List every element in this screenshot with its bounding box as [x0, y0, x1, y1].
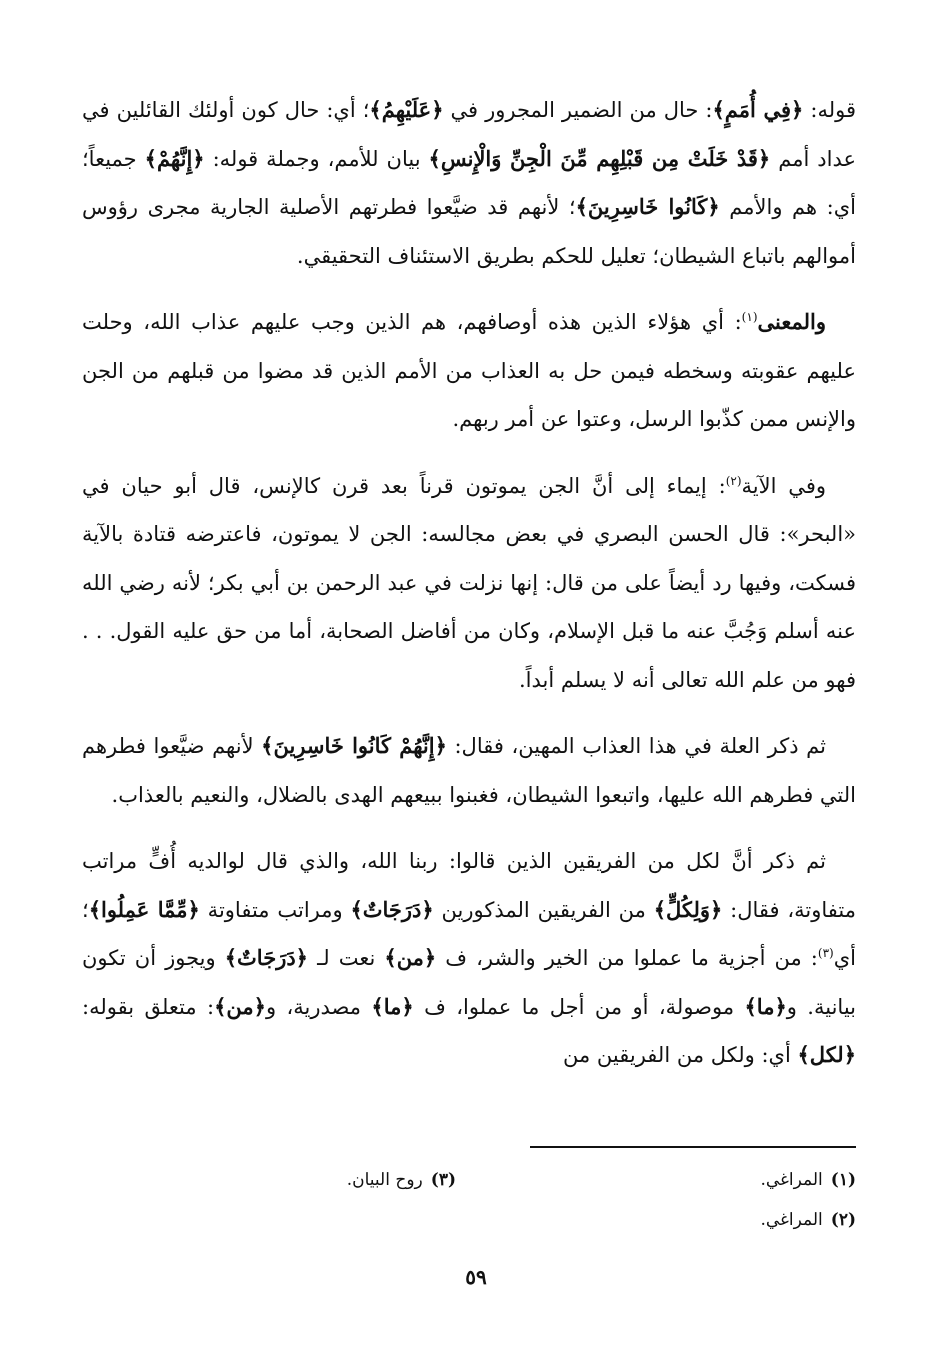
text-segment: جميعاً؛ أي: هم والأمم [82, 146, 856, 219]
text-segment: ومراتب متفاوتة [199, 897, 351, 922]
paragraph-p5 [82, 837, 856, 1080]
footnote-3 [347, 1168, 456, 1192]
quran-quote: ﴿قَدْ خَلَتْ مِن قَبْلِهِم مِّنَ الْجِنِّ وَالْإِنسِ﴾ [428, 145, 771, 171]
text-segment: أي: ولكل من الفريقين من [563, 1043, 798, 1067]
quran-quote: ﴿ما﴾ [371, 993, 414, 1019]
text-segment: : إيماء إلى أنَّ الجن يموتون قرناً بعد قرن كالإنس، قال أبو حيان في «البحر»: قال الحسن البصري في بعض مجالسه: الجن لا يموتون، فاعترضه قتادة بالآية فسكت، وفيها رد أيضاً على من قال: إنها نزلت في عبد الرحمن بن أبي بكر؛ لأنه رضي الله عنه أسلم وَجُبَّ عنه ما قبل الإسلام، وكان من أفاضل الصحابة، أما من حق عليه القول. . . فهو من علم الله تعالى أنه لا يسلم أبداً. [82, 473, 856, 692]
text-segment: وفي الآية [741, 473, 826, 498]
footnote-1-number: (١) [830, 1170, 856, 1190]
page-number: ٥٩ [465, 1265, 487, 1289]
paragraph-p3 [82, 462, 856, 705]
paragraph-p1 [82, 86, 856, 280]
footnote-marker: (٣) [817, 946, 834, 960]
quran-quote: ﴿عَلَيْهِمُ﴾ [369, 97, 444, 122]
footnote-2-number: (٢) [830, 1210, 856, 1230]
bold-term: والمعنى [757, 309, 826, 334]
main-text [82, 86, 856, 1098]
text-segment: لأنهم ضيَّعوا فطرهم التي فطرهم الله عليها، واتبعوا الشيطان، فغبنوا ببيعهم الهدى بالضلال، والنعيم بالعذاب. [82, 734, 856, 807]
text-segment: ويجوز أن تكون بيانية. و [82, 946, 857, 1019]
text-segment: ؛ لأنهم قد ضيَّعوا فطرتهم الأصلية الجارية مجرى رؤوس أموالهم باتباع الشيطان؛ تعليل للحكم بطريق الاستئناف التحقيقي. [82, 195, 856, 268]
footnote-2 [760, 1208, 856, 1232]
text-segment: مصدرية، و [265, 994, 372, 1019]
footnote-1 [760, 1168, 856, 1192]
quran-quote: ﴿لكل﴾ [797, 1042, 856, 1067]
footnote-marker: (١) [741, 310, 758, 324]
text-segment: نعت لـ [308, 946, 385, 970]
quran-quote: ﴿إِنَّهُمْ﴾ [144, 145, 205, 171]
footnote-divider [530, 1146, 856, 1148]
footnote-2-text: المراغي. [760, 1210, 823, 1230]
text-segment: : حال من الضمير المجرور في [443, 98, 713, 122]
footnote-1-text: المراغي. [760, 1170, 823, 1190]
quran-quote: ﴿مِّمَّا عَمِلُوا﴾ [88, 896, 200, 922]
footnote-3-text: روح البيان. [346, 1170, 423, 1190]
paragraph-p4 [82, 722, 856, 819]
text-segment: : أي هؤلاء الذين هذه أوصافهم، هم الذين وجب عليهم عذاب الله، وحلت عليهم عقوبته وسخطه فيمن حل به العذاب من الأمم الذين قد مضوا من قبلهم من الجن والإنس ممن كذّبوا الرسل، وعتوا عن أمر ربهم. [82, 310, 856, 431]
text-segment: ثم ذكر أنَّ لكل من الفريقين الذين قالوا: ربنا الله، والذي قال لوالديه أُفٍّ مراتب متفاوتة، فقال: [82, 849, 857, 922]
quran-quote: ﴿دَرَجَاتٌ﴾ [224, 945, 308, 970]
quran-quote: ﴿من﴾ [384, 945, 437, 970]
quran-quote: ﴿ما﴾ [744, 993, 787, 1019]
text-segment: بيان للأمم، وجملة قوله: [204, 146, 429, 171]
quran-quote: ﴿كَانُوا خَاسِرِينَ﴾ [575, 194, 720, 219]
quran-quote: ﴿إِنَّهُمْ كَانُوا خَاسِرِينَ﴾ [261, 733, 447, 758]
text-segment: ؛ أي [82, 897, 856, 970]
paragraph-p2 [82, 298, 856, 444]
quran-quote: ﴿وَلِكُلٍّ﴾ [653, 896, 723, 922]
text-segment: : من أجزية ما عملوا من الخير والشر، ف [436, 946, 818, 970]
quran-quote: ﴿فِي أُمَمٍ﴾ [712, 97, 804, 122]
text-segment: من الفريقين المذكورين [433, 897, 654, 922]
quran-quote: ﴿من﴾ [214, 993, 266, 1019]
quran-quote: ﴿دَرَجَاتٌ﴾ [350, 896, 434, 922]
footnote-3-number: (٣) [430, 1170, 456, 1190]
text-segment: موصولة، أو من أجل ما عملوا، ف [413, 994, 745, 1019]
text-segment: : متعلق بقوله: [82, 994, 215, 1019]
text-segment: ؛ أي: حال كون أولئك القائلين في عداد أمم [82, 98, 857, 171]
footnote-marker: (٢) [725, 473, 742, 488]
text-segment: ثم ذكر العلة في هذا العذاب المهين، فقال: [446, 734, 827, 758]
text-segment: قوله: [803, 98, 856, 122]
